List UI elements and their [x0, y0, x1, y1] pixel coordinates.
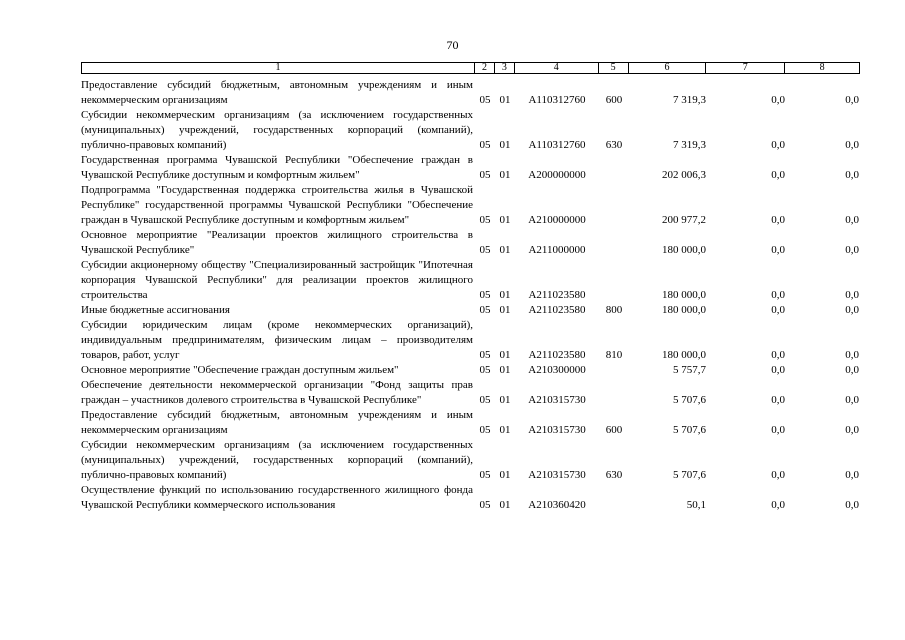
- row-subsection: 01: [499, 349, 511, 361]
- row-subsection: 01: [499, 304, 511, 316]
- row-subsection: 01: [499, 364, 511, 376]
- row-target-article: А210300000: [528, 364, 586, 376]
- row-amount-col8: 0,0: [845, 139, 859, 151]
- row-amount-col6: 200 977,2: [662, 214, 706, 226]
- row-subsection: 01: [499, 214, 511, 226]
- row-subsection: 01: [499, 499, 511, 511]
- row-amount-col7: 0,0: [771, 469, 785, 481]
- row-description: Субсидии некоммерческим организациям (за исключением государственных (муниципальных) учреждений, государственных корпораций (компаний), публично-правовых компаний): [81, 439, 473, 481]
- row-amount-col6: 180 000,0: [662, 289, 706, 301]
- row-amount-col7: 0,0: [771, 394, 785, 406]
- row-amount-col8: 0,0: [845, 364, 859, 376]
- row-section: 05: [479, 394, 491, 406]
- row-amount-col8: 0,0: [845, 304, 859, 316]
- row-section: 05: [479, 469, 491, 481]
- row-amount-col7: 0,0: [771, 499, 785, 511]
- row-amount-col8: 0,0: [845, 349, 859, 361]
- row-amount-col7: 0,0: [771, 94, 785, 106]
- row-target-article: А210315730: [528, 424, 586, 436]
- row-subsection: 01: [499, 394, 511, 406]
- row-section: 05: [479, 214, 491, 226]
- header-col-6: 6: [629, 63, 707, 73]
- row-amount-col7: 0,0: [771, 349, 785, 361]
- row-amount-col8: 0,0: [845, 244, 859, 256]
- table-row: [81, 483, 860, 513]
- row-amount-col6: 180 000,0: [662, 349, 706, 361]
- row-subsection: 01: [499, 244, 511, 256]
- row-description: Основное мероприятие "Реализации проектов жилищного строительства в Чувашской Республике": [81, 229, 473, 256]
- table-row: [81, 153, 860, 183]
- row-amount-col7: 0,0: [771, 139, 785, 151]
- row-section: 05: [479, 349, 491, 361]
- header-col-7: 7: [706, 63, 785, 73]
- row-amount-col7: 0,0: [771, 364, 785, 376]
- row-amount-col6: 50,1: [686, 499, 706, 511]
- header-col-3: 3: [495, 63, 515, 73]
- row-description: Государственная программа Чувашской Республики "Обеспечение граждан в Чувашской Республике доступным и комфортным жильем": [81, 154, 473, 181]
- row-amount-col6: 5 757,7: [673, 364, 706, 376]
- row-description: Обеспечение деятельности некоммерческой организации "Фонд защиты прав граждан – участников долевого строительства в Чувашской Республике": [81, 379, 473, 406]
- header-col-4: 4: [515, 63, 599, 73]
- table-row: [81, 228, 860, 258]
- row-description: Предоставление субсидий бюджетным, автономным учреждениям и иным некоммерческим организациям: [81, 79, 473, 106]
- row-expense-type: 630: [605, 139, 623, 151]
- row-amount-col8: 0,0: [845, 424, 859, 436]
- table-row: [81, 318, 860, 363]
- row-expense-type: 630: [605, 469, 623, 481]
- row-description: Субсидии акционерному обществу "Специализированный застройщик "Ипотечная корпорация Чувашской Республики" для реализации проектов жилищного строительства: [81, 259, 473, 301]
- row-amount-col6: 7 319,3: [673, 139, 706, 151]
- row-amount-col7: 0,0: [771, 169, 785, 181]
- row-amount-col8: 0,0: [845, 499, 859, 511]
- row-section: 05: [479, 364, 491, 376]
- table-header: [81, 62, 860, 74]
- row-amount-col6: 202 006,3: [662, 169, 706, 181]
- table-row: [81, 108, 860, 153]
- table-row: [81, 408, 860, 438]
- row-section: 05: [479, 499, 491, 511]
- header-col-1: 1: [82, 63, 475, 73]
- row-amount-col7: 0,0: [771, 304, 785, 316]
- row-amount-col8: 0,0: [845, 469, 859, 481]
- row-amount-col7: 0,0: [771, 244, 785, 256]
- row-description: Иные бюджетные ассигнования: [81, 304, 230, 316]
- row-amount-col8: 0,0: [845, 94, 859, 106]
- table-row: [81, 378, 860, 408]
- row-description: Предоставление субсидий бюджетным, автономным учреждениям и иным некоммерческим организациям: [81, 409, 473, 436]
- row-description: Подпрограмма "Государственная поддержка строительства жилья в Чувашской Республике" государственной программы Чувашской Республики "Обеспечение граждан в Чувашской Республике доступным и комфортным жильем": [81, 184, 473, 226]
- row-target-article: А110312760: [528, 139, 586, 151]
- row-amount-col6: 180 000,0: [662, 244, 706, 256]
- header-col-8: 8: [819, 62, 825, 73]
- row-description: Основное мероприятие "Обеспечение граждан доступным жильем": [81, 364, 399, 376]
- row-expense-type: 810: [605, 349, 623, 361]
- row-target-article: А211023580: [528, 289, 586, 301]
- row-section: 05: [479, 289, 491, 301]
- row-section: 05: [479, 139, 491, 151]
- row-description: Субсидии некоммерческим организациям (за исключением государственных (муниципальных) учреждений, государственных корпораций (компаний), публично-правовых компаний): [81, 109, 473, 151]
- row-amount-col6: 180 000,0: [662, 304, 706, 316]
- row-expense-type: 600: [605, 424, 623, 436]
- table-row: [81, 258, 860, 303]
- row-amount-col7: 0,0: [771, 289, 785, 301]
- table-body: [81, 78, 860, 513]
- row-amount-col6: 5 707,6: [673, 394, 706, 406]
- row-target-article: А200000000: [528, 169, 586, 181]
- row-target-article: А210360420: [528, 499, 586, 511]
- row-target-article: А210315730: [528, 394, 586, 406]
- row-subsection: 01: [499, 94, 511, 106]
- row-description: Осуществление функций по использованию государственного жилищного фонда Чувашской Республики коммерческого использования: [81, 484, 473, 511]
- table-row: [81, 78, 860, 108]
- row-section: 05: [479, 304, 491, 316]
- row-target-article: А211023580: [528, 349, 586, 361]
- row-subsection: 01: [499, 169, 511, 181]
- row-amount-col7: 0,0: [771, 424, 785, 436]
- row-subsection: 01: [499, 139, 511, 151]
- row-subsection: 01: [499, 289, 511, 301]
- row-expense-type: 800: [605, 304, 623, 316]
- table-row: [81, 438, 860, 483]
- row-target-article: А211023580: [528, 304, 586, 316]
- row-subsection: 01: [499, 424, 511, 436]
- row-amount-col8: 0,0: [845, 289, 859, 301]
- row-section: 05: [479, 169, 491, 181]
- row-expense-type: 600: [605, 94, 623, 106]
- page-number: 70: [446, 38, 459, 52]
- row-amount-col6: 5 707,6: [673, 469, 706, 481]
- row-amount-col7: 0,0: [771, 214, 785, 226]
- row-amount-col6: 7 319,3: [673, 94, 706, 106]
- row-target-article: А210315730: [528, 469, 586, 481]
- row-description: Субсидии юридическим лицам (кроме некоммерческих организаций), индивидуальным предпринимателям, физическим лицам – производителям товаров, работ, услуг: [81, 319, 473, 361]
- row-section: 05: [479, 424, 491, 436]
- row-section: 05: [479, 244, 491, 256]
- header-col-5: 5: [599, 63, 629, 73]
- table-row: [81, 363, 860, 378]
- table-row: [81, 183, 860, 228]
- row-amount-col6: 5 707,6: [673, 424, 706, 436]
- row-section: 05: [479, 94, 491, 106]
- row-amount-col8: 0,0: [845, 214, 859, 226]
- row-subsection: 01: [499, 469, 511, 481]
- row-amount-col8: 0,0: [845, 394, 859, 406]
- row-amount-col8: 0,0: [845, 169, 859, 181]
- table-row: [81, 303, 860, 318]
- row-target-article: А110312760: [528, 94, 586, 106]
- header-col-2: 2: [475, 63, 495, 73]
- row-target-article: А210000000: [528, 214, 586, 226]
- row-target-article: А211000000: [528, 244, 586, 256]
